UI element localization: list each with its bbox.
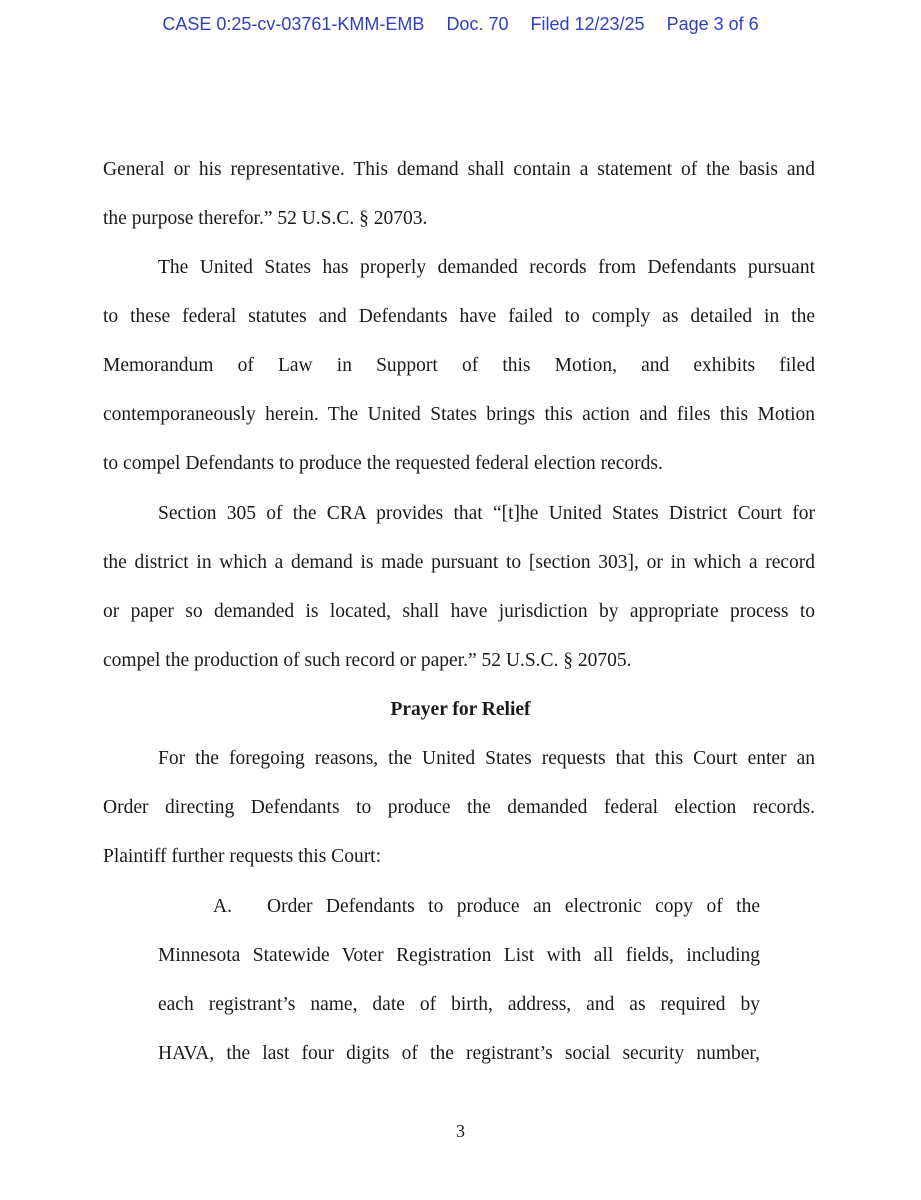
- list-item-line: each registrant’s name, date of birth, address, and as required by: [158, 994, 760, 1015]
- list-item-line: Order Defendants to produce an electronic copy of the: [267, 896, 760, 917]
- list-item-line: HAVA, the last four digits of the registrant’s social security number,: [158, 1043, 760, 1064]
- text-line: For the foregoing reasons, the United States requests that this Court enter an: [158, 748, 815, 769]
- page-number: 3: [456, 1121, 465, 1141]
- text-line: the district in which a demand is made pursuant to [section 303], or in which a record: [103, 552, 815, 573]
- list-item-line: Minnesota Statewide Voter Registration List with all fields, including: [158, 945, 760, 966]
- page-of-pages: Page 3 of 6: [666, 14, 759, 34]
- document-number: Doc. 70: [446, 14, 509, 34]
- text-line: The United States has properly demanded records from Defendants pursuant: [158, 257, 815, 278]
- text-line: Plaintiff further requests this Court:: [103, 846, 382, 867]
- text-line: Memorandum of Law in Support of this Motion, and exhibits filed: [103, 355, 815, 376]
- text-line: Order directing Defendants to produce the demanded federal election records.: [103, 797, 815, 818]
- text-line: compel the production of such record or paper.” 52 U.S.C. § 20705.: [103, 650, 632, 671]
- list-item-letter: A.: [213, 896, 232, 917]
- text-line: contemporaneously herein. The United States brings this action and files this Motion: [103, 404, 815, 425]
- ecf-filing-header: [0, 14, 921, 35]
- text-line: General or his representative. This demand shall contain a statement of the basis and: [103, 159, 815, 180]
- text-line: to compel Defendants to produce the requested federal election records.: [103, 453, 663, 474]
- text-line: the purpose therefor.” 52 U.S.C. § 20703.: [103, 208, 428, 229]
- text-line: Section 305 of the CRA provides that “[t]he United States District Court for: [158, 503, 815, 524]
- text-line: or paper so demanded is located, shall have jurisdiction by appropriate process to: [103, 601, 815, 622]
- section-heading: Prayer for Relief: [390, 699, 531, 720]
- case-number: CASE 0:25-cv-03761-KMM-EMB: [162, 14, 425, 34]
- text-line: to these federal statutes and Defendants have failed to comply as detailed in the: [103, 306, 815, 327]
- filed-date: Filed 12/23/25: [530, 14, 645, 34]
